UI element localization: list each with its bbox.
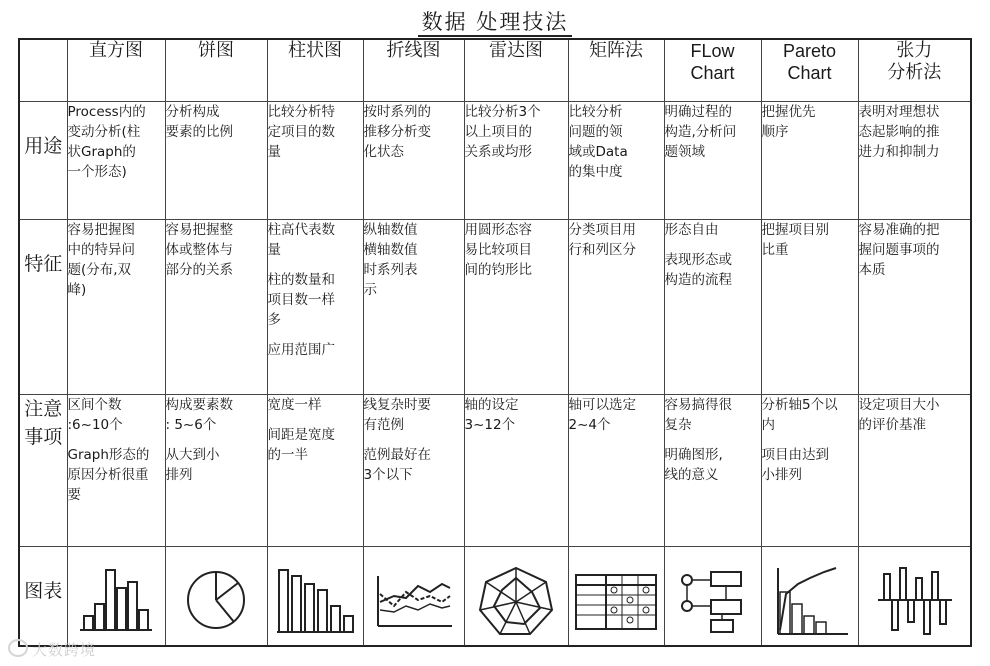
cell-notes-0 [67, 394, 165, 546]
cell-notes-5 [568, 394, 664, 546]
paragraph-gap [268, 260, 363, 270]
feature-row [19, 219, 971, 394]
col-header-pie: 饼图 [165, 39, 267, 101]
cell-line: 明确图形, [664, 446, 723, 463]
cell-use-6 [664, 101, 761, 219]
cell-line: 形态自由 [664, 221, 719, 238]
paragraph-gap [665, 435, 761, 445]
cell-line: 区间个数 [67, 396, 122, 413]
watermark: 大数跨境 [8, 639, 96, 660]
cell-line: 柱高代表数 [267, 221, 335, 238]
cell-line: 分析轴5个以 [761, 396, 838, 413]
cell-line: 进力和抑制力 [858, 143, 940, 160]
cell-use-4 [464, 101, 568, 219]
cell-line: 把握项目别 [761, 221, 829, 238]
cell-line: 题领域 [664, 143, 705, 160]
chart-row [19, 546, 971, 646]
cell-chart-5 [568, 546, 664, 646]
cell-line: 2~4个 [568, 416, 611, 433]
cell-line: 的集中度 [568, 163, 623, 180]
cell-notes-6 [664, 394, 761, 546]
paragraph-gap [166, 435, 267, 445]
cell-line: Graph形态的 [67, 446, 150, 463]
cell-line: 顺序 [761, 123, 789, 140]
cell-feature-6 [664, 219, 761, 394]
cell-line: 构造,分析问 [664, 123, 737, 140]
cell-line: 示 [363, 281, 377, 298]
cell-line: 有范例 [363, 416, 404, 433]
cell-feature-5 [568, 219, 664, 394]
pareto-chart-icon [762, 564, 858, 638]
row-header-use: 用途 [19, 101, 67, 219]
cell-line: 峰) [67, 281, 87, 298]
col-header-histogram: 直方图 [67, 39, 165, 101]
cell-line: 线的意义 [664, 466, 719, 483]
paragraph-gap [762, 435, 858, 445]
cell-line: 小排列 [761, 466, 802, 483]
cell-chart-3 [363, 546, 464, 646]
cell-notes-4 [464, 394, 568, 546]
cell-line: 轴的设定 [464, 396, 519, 413]
cell-line: 用圆形态容 [464, 221, 532, 238]
cell-line: 构成要素数 [165, 396, 233, 413]
cell-line: : 5~6个 [165, 416, 217, 433]
watermark-logo-icon [8, 639, 28, 657]
row-header-notes: 注意 事项 [19, 394, 67, 546]
col-header-matrix: 矩阵法 [568, 39, 664, 101]
col-header-force-field: 张力 分析法 [858, 39, 971, 101]
cell-line: 中的特异问 [67, 241, 135, 258]
cell-line: 纵轴数值 [363, 221, 418, 238]
cell-line: 多 [267, 311, 281, 328]
use-row [19, 101, 971, 219]
cell-notes-7 [761, 394, 858, 546]
cell-line: 3个以下 [363, 466, 413, 483]
cell-line: 化状态 [363, 143, 404, 160]
cell-line: 握问题事项的 [858, 241, 940, 258]
cell-line: 分析构成 [165, 103, 220, 120]
cell-line: 时系列表 [363, 261, 418, 278]
cell-line: 定项目的数 [267, 123, 335, 140]
cell-use-1 [165, 101, 267, 219]
cell-line: 间的钧形比 [464, 261, 532, 278]
cell-use-7 [761, 101, 858, 219]
cell-line: 复杂 [664, 416, 692, 433]
cell-line: 表现形态或 [664, 251, 732, 268]
col-header-bar: 柱状图 [267, 39, 363, 101]
col-header-line: 折线图 [363, 39, 464, 101]
cell-feature-2 [267, 219, 363, 394]
cell-use-0 [67, 101, 165, 219]
cell-feature-4 [464, 219, 568, 394]
cell-feature-3 [363, 219, 464, 394]
cell-line: 容易准确的把 [858, 221, 940, 238]
line-chart-icon [364, 566, 464, 636]
cell-chart-7 [761, 546, 858, 646]
cell-line: 比较分析 [568, 103, 623, 120]
col-header-radar: 雷达图 [464, 39, 568, 101]
technique-table [18, 38, 972, 647]
row-header-chart: 图表 [19, 546, 67, 646]
cell-use-3 [363, 101, 464, 219]
cell-line: 容易搞得很 [664, 396, 732, 413]
row-header-feature: 特征 [19, 219, 67, 394]
cell-line: 宽度一样 [267, 396, 322, 413]
cell-line: 柱的数量和 [267, 271, 335, 288]
cell-line: 部分的关系 [165, 261, 233, 278]
cell-line: 变动分析(柱 [67, 123, 141, 140]
cell-line: 量 [267, 143, 281, 160]
cell-notes-8 [858, 394, 971, 546]
cell-line: 态起影响的推 [858, 123, 940, 140]
cell-line: 内 [761, 416, 775, 433]
cell-line: 线复杂时要 [363, 396, 431, 413]
cell-chart-4 [464, 546, 568, 646]
force-field-icon [859, 564, 971, 638]
cell-chart-2 [267, 546, 363, 646]
cell-line: Process内的 [67, 103, 146, 120]
cell-notes-3 [363, 394, 464, 546]
cell-line: 容易把握整 [165, 221, 233, 238]
cell-chart-8 [858, 546, 971, 646]
cell-line: 把握优先 [761, 103, 816, 120]
cell-line: 比较分析特 [267, 103, 335, 120]
cell-feature-8 [858, 219, 971, 394]
cell-line: 项目数一样 [267, 291, 335, 308]
cell-chart-0 [67, 546, 165, 646]
cell-line: 的一半 [267, 446, 308, 463]
cell-chart-6 [664, 546, 761, 646]
flow-chart-icon [665, 566, 761, 636]
paragraph-gap [268, 330, 363, 340]
radar-chart-icon [465, 564, 568, 638]
histogram-icon [68, 566, 165, 636]
cell-line: 比重 [761, 241, 789, 258]
paragraph-gap [665, 240, 761, 250]
cell-notes-2 [267, 394, 363, 546]
cell-line: 明确过程的 [664, 103, 732, 120]
cell-line: 轴可以选定 [568, 396, 636, 413]
cell-line: 项目由达到 [761, 446, 829, 463]
cell-line: 3~12个 [464, 416, 516, 433]
paragraph-gap [268, 415, 363, 425]
paragraph-gap [68, 435, 165, 445]
cell-line: 行和列区分 [568, 241, 636, 258]
cell-use-8 [858, 101, 971, 219]
cell-chart-1 [165, 546, 267, 646]
cell-line: 问题的领 [568, 123, 623, 140]
matrix-icon [569, 569, 664, 633]
cell-notes-1 [165, 394, 267, 546]
cell-line: 体或整体与 [165, 241, 233, 258]
paragraph-gap [364, 435, 464, 445]
cell-line: 间距是宽度 [267, 426, 335, 443]
cell-line: 按时系列的 [363, 103, 431, 120]
cell-line: :6~10个 [67, 416, 123, 433]
col-header-pareto-chart: Pareto Chart [761, 39, 858, 101]
cell-use-2 [267, 101, 363, 219]
cell-line: 分类项目用 [568, 221, 636, 238]
cell-line: 要素的比例 [165, 123, 233, 140]
cell-use-5 [568, 101, 664, 219]
pie-chart-icon [166, 566, 267, 636]
header-row [19, 39, 971, 101]
cell-line: 范例最好在 [363, 446, 431, 463]
cell-line: 构造的流程 [664, 271, 732, 288]
cell-feature-0 [67, 219, 165, 394]
cell-line: 易比较项目 [464, 241, 532, 258]
cell-line: 原因分析很重 [67, 466, 149, 483]
cell-line: 表明对理想状 [858, 103, 940, 120]
cell-feature-7 [761, 219, 858, 394]
bar-chart-icon [268, 566, 363, 636]
cell-line: 应用范围广 [267, 341, 335, 358]
cell-line: 设定项目大小 [858, 396, 940, 413]
cell-line: 题(分布,双 [67, 261, 132, 278]
cell-line: 状Graph的 [67, 143, 136, 160]
cell-line: 从大到小 [165, 446, 220, 463]
cell-line: 比较分析3个 [464, 103, 541, 120]
corner-cell [19, 39, 67, 101]
cell-line: 域或Data [568, 143, 628, 160]
cell-line: 量 [267, 241, 281, 258]
cell-line: 关系或均形 [464, 143, 532, 160]
cell-line: 以上项目的 [464, 123, 532, 140]
document-title: 数据 处理技法 [0, 6, 990, 36]
cell-line: 推移分析变 [363, 123, 431, 140]
cell-line: 排列 [165, 466, 193, 483]
cell-line: 一个形态) [67, 163, 127, 180]
col-header-flow-chart: FLow Chart [664, 39, 761, 101]
cell-line: 容易把握图 [67, 221, 135, 238]
cell-line: 的评价基准 [858, 416, 926, 433]
notes-row [19, 394, 971, 546]
cell-feature-1 [165, 219, 267, 394]
cell-line: 要 [67, 486, 81, 503]
cell-line: 本质 [858, 261, 886, 278]
cell-line: 横轴数值 [363, 241, 418, 258]
